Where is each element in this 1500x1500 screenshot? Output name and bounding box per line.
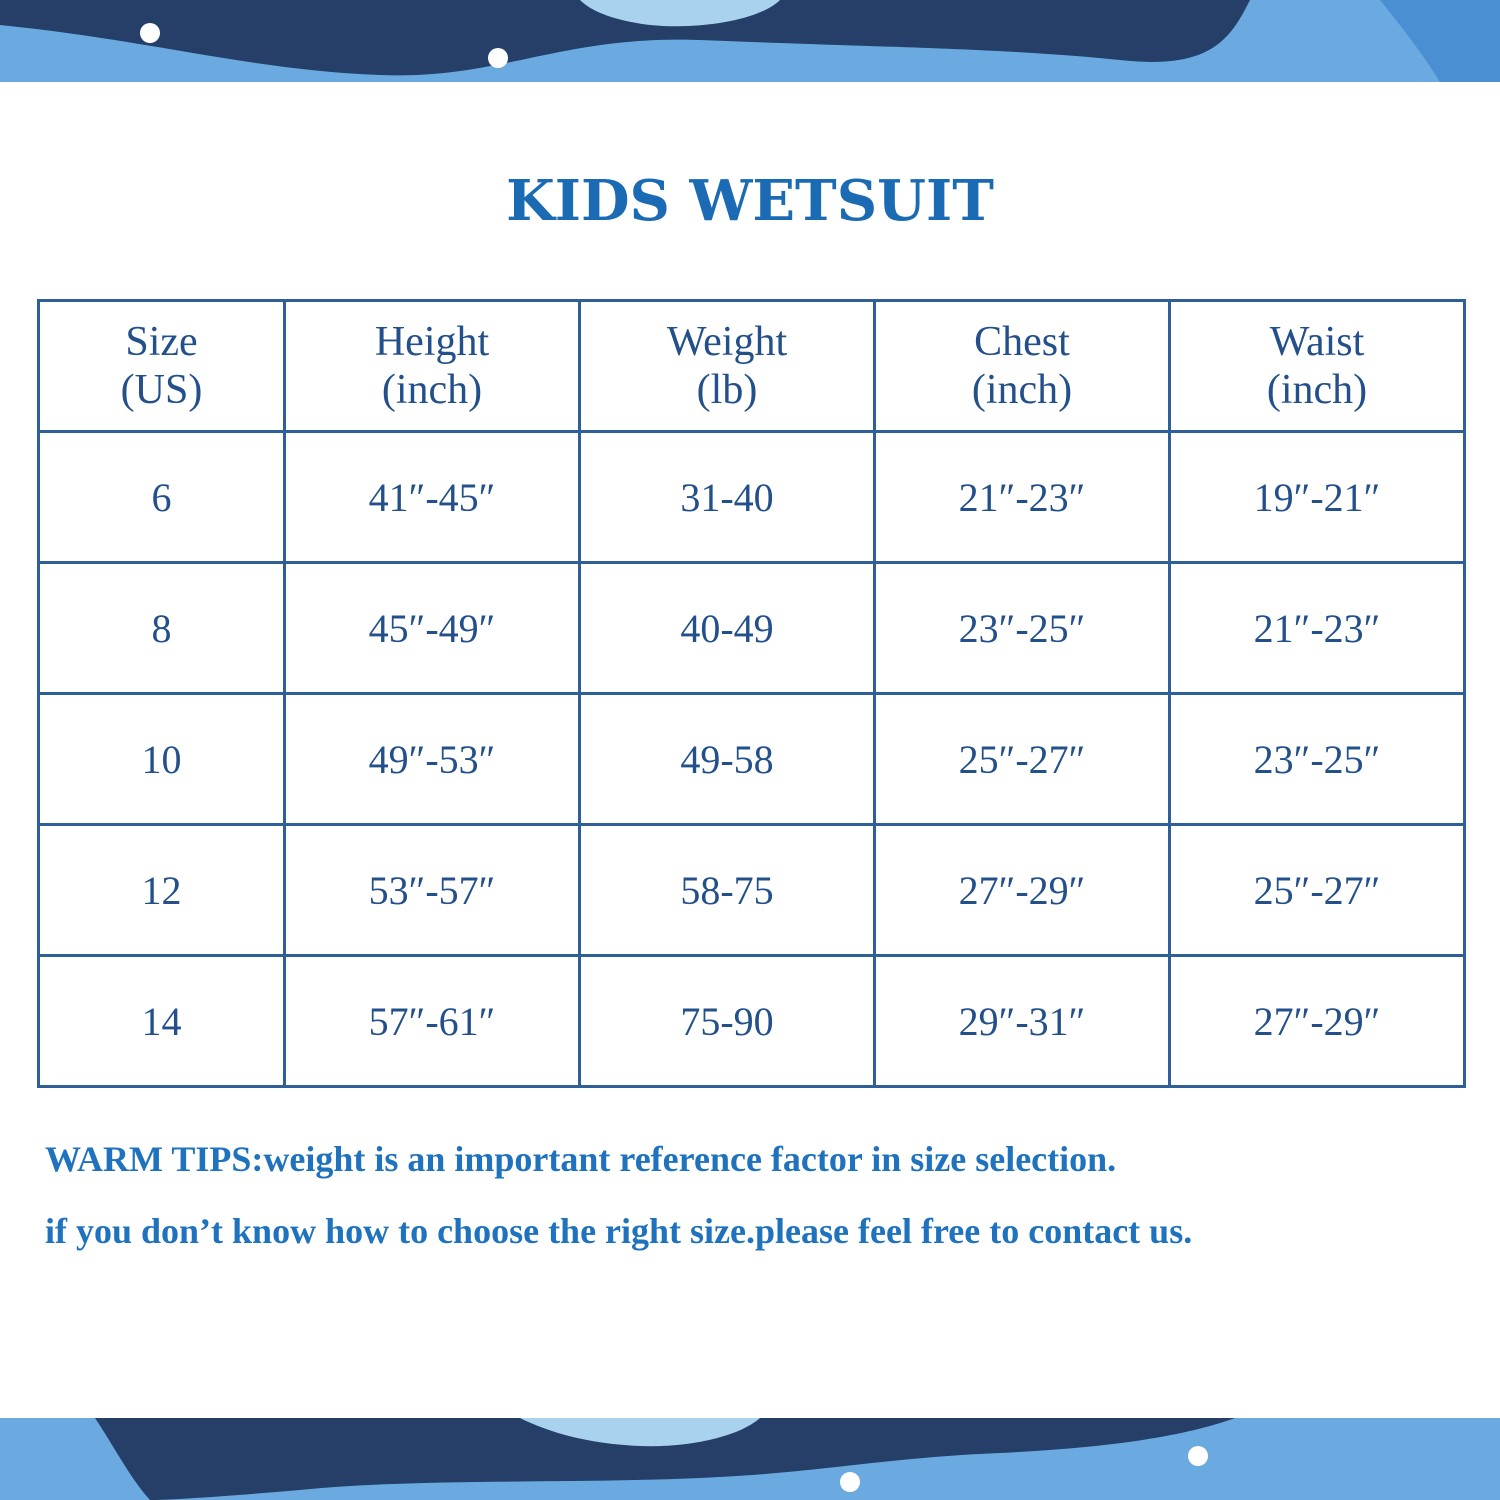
cell-chest: 25″-27″ [875,694,1170,825]
bubble-icon [1188,1446,1208,1466]
cell-waist: 19″-21″ [1170,432,1465,563]
cell-height: 53″-57″ [285,825,580,956]
cell-weight: 31-40 [580,432,875,563]
top-wave-banner [0,0,1500,82]
bubble-icon [488,48,508,68]
cell-size: 14 [39,956,285,1087]
cell-waist: 27″-29″ [1170,956,1465,1087]
bottom-wave-banner [0,1418,1500,1500]
size-chart-table [37,299,1466,1088]
header-weight: Weight (lb) [580,301,875,432]
cell-height: 45″-49″ [285,563,580,694]
cell-waist: 23″-25″ [1170,694,1465,825]
cell-chest: 29″-31″ [875,956,1170,1087]
cell-size: 8 [39,563,285,694]
cell-weight: 40-49 [580,563,875,694]
cell-chest: 21″-23″ [875,432,1170,563]
cell-weight: 75-90 [580,956,875,1087]
bubble-icon [840,1472,860,1492]
cell-size: 10 [39,694,285,825]
header-chest: Chest (inch) [875,301,1170,432]
table-header-row [39,301,1465,432]
header-height: Height (inch) [285,301,580,432]
cell-chest: 27″-29″ [875,825,1170,956]
cell-waist: 25″-27″ [1170,825,1465,956]
cell-waist: 21″-23″ [1170,563,1465,694]
table-row [39,956,1465,1087]
page-title: KIDS WETSUIT [506,168,994,234]
bubble-icon [140,23,160,43]
header-size: Size (US) [39,301,285,432]
table-row [39,694,1465,825]
table-row [39,432,1465,563]
warm-tips-line-1: WARM TIPS:weight is an important reference factor in size selection. [45,1139,1117,1179]
cell-weight: 49-58 [580,694,875,825]
table-row [39,825,1465,956]
cell-chest: 23″-25″ [875,563,1170,694]
cell-height: 41″-45″ [285,432,580,563]
cell-weight: 58-75 [580,825,875,956]
header-waist: Waist (inch) [1170,301,1465,432]
cell-size: 12 [39,825,285,956]
warm-tips-line-2: if you don’t know how to choose the right size.please feel free to contact us. [45,1211,1193,1251]
cell-height: 49″-53″ [285,694,580,825]
cell-height: 57″-61″ [285,956,580,1087]
table-row [39,563,1465,694]
cell-size: 6 [39,432,285,563]
